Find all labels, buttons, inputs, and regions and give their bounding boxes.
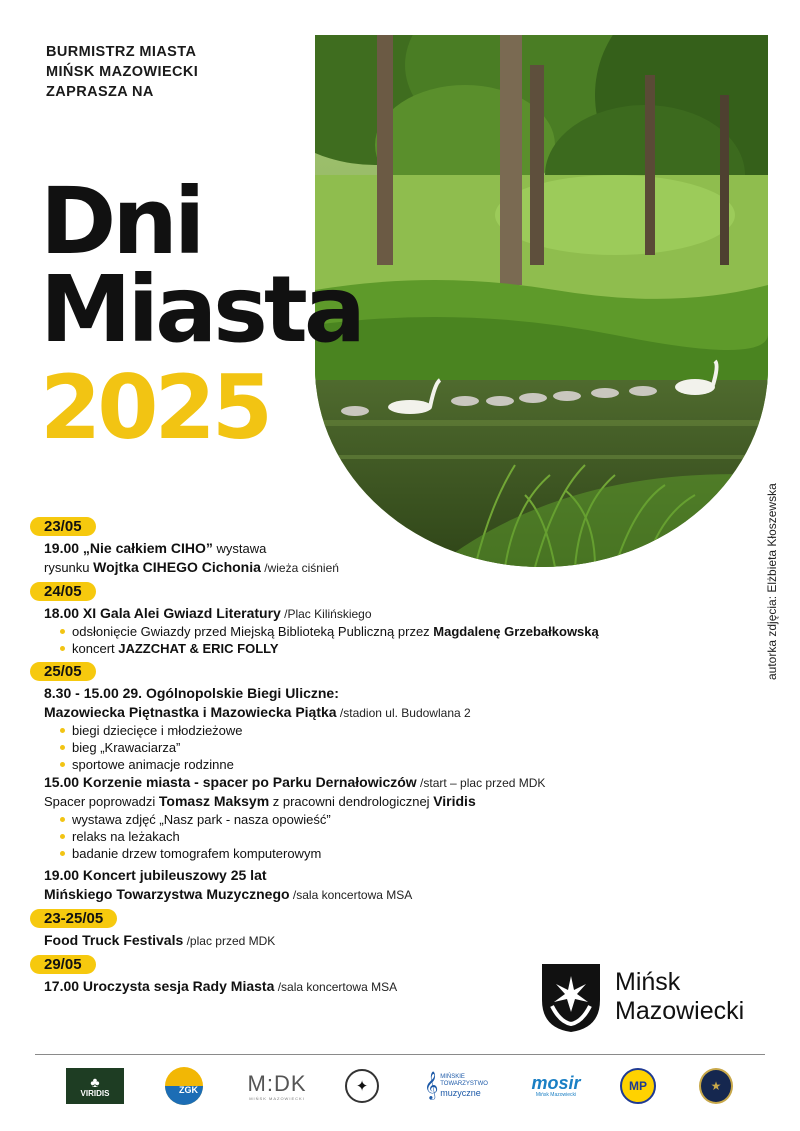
partner-mdk	[242, 1066, 312, 1106]
invite-line-1: BURMISTRZ MIASTA	[46, 44, 197, 60]
event-walk-guide-name: Tomasz Maksym	[158, 793, 270, 809]
event-concert-org: Mińskiego Towarzystwa Muzycznego	[44, 886, 290, 902]
partner-mosir	[516, 1066, 596, 1106]
event-ciho-place: /wieża ciśnień	[260, 561, 339, 575]
partner-viridis-label: VIRIDIS	[80, 1088, 110, 1098]
partner-mdk-label: M:DK	[247, 1070, 307, 1096]
event-foodtruck-title: Food Truck Festivals	[44, 932, 184, 948]
event-walk-guide-org: Viridis	[433, 793, 476, 809]
list-item: bieg „Krawaciarza”	[60, 739, 670, 756]
partner-zgk-label: ZGK	[179, 1085, 198, 1095]
event-runs-line2	[30, 703, 670, 722]
event-runs-title: 8.30 - 15.00 29. Ogólnopolskie Biegi Uliczne:	[44, 685, 339, 701]
footer-divider	[35, 1054, 765, 1055]
city-logo-line-1: Mińsk	[615, 968, 681, 996]
partner-mtm-line-3: muzyczne	[440, 1088, 481, 1098]
partner-mdk-sub: MIŃSK MAZOWIECKI	[249, 1095, 305, 1101]
partner-zgk	[164, 1066, 204, 1106]
event-walk-place: /start – plac przed MDK	[416, 776, 546, 790]
title-line-2: Miasta	[40, 256, 362, 363]
photo-credit: autorka zdjęcia: Elżbieta Kłoszewska	[765, 483, 779, 680]
city-crest-icon	[540, 962, 602, 1034]
event-foodtruck-place: /plac przed MDK	[183, 934, 276, 948]
badge-icon: ★	[710, 1079, 722, 1093]
event-concert	[30, 866, 670, 885]
event-concert-title: 19.00 Koncert jubileuszowy 25 lat	[44, 867, 267, 883]
list-item: biegi dziecięce i młodzieżowe	[60, 722, 670, 739]
event-walk-list	[30, 811, 670, 862]
list-item-name: Magdalenę Grzebałkowską	[433, 624, 599, 639]
event-ciho-title: 19.00 „Nie całkiem CIHO”	[44, 540, 213, 556]
list-item	[60, 640, 670, 657]
tree-icon: ♣	[90, 1073, 100, 1090]
list-item: relaks na leżakach	[60, 828, 670, 845]
city-logo-line-2: Mazowiecki	[615, 997, 745, 1025]
event-title	[40, 168, 362, 459]
event-runs	[30, 684, 670, 703]
partner-mp	[618, 1066, 658, 1106]
date-badge-23-05: 23/05	[30, 517, 96, 536]
partner-mtm-line-2: TOWARZYSTWO	[440, 1081, 488, 1087]
event-walk-guide-pre: Spacer poprowadzi	[44, 794, 159, 809]
partner-library	[342, 1066, 382, 1106]
date-badge-24-05: 24/05	[30, 582, 96, 601]
list-item-text: odsłonięcie Gwiazdy przed Miejską Biblioteką Publiczną przez	[72, 624, 434, 639]
event-session-title: 17.00 Uroczysta sesja Rady Miasta	[44, 978, 275, 994]
date-badge-23-25-05: 23-25/05	[30, 909, 117, 928]
partner-guard	[696, 1066, 736, 1106]
event-walk-guide-mid: z pracowni dendrologicznej	[269, 794, 434, 809]
title-year: 2025	[40, 356, 269, 459]
list-item: sportowe animacje rodzinne	[60, 756, 670, 773]
event-runs-list	[30, 722, 670, 773]
partner-mtm-line-1: MIŃSKIE	[440, 1074, 465, 1080]
event-gala	[30, 604, 670, 623]
invitation-header	[46, 42, 198, 102]
list-item	[60, 623, 670, 640]
city-logo-name	[615, 968, 744, 1026]
event-runs-subtitle: Mazowiecka Piętnastka i Mazowiecka Piątka	[44, 704, 337, 720]
city-logo	[540, 962, 770, 1042]
list-item-text: koncert	[72, 641, 119, 656]
event-foodtruck	[30, 931, 670, 950]
event-gala-place: /Plac Kilińskiego	[280, 607, 372, 621]
partner-mosir-label: mosir	[531, 1073, 581, 1093]
event-runs-place: /stadion ul. Budowlana 2	[336, 706, 471, 720]
partner-mosir-sub: Mińsk Mazowiecki	[535, 1092, 577, 1098]
event-walk-guide	[30, 792, 670, 811]
event-ciho-line2	[30, 558, 670, 577]
list-item-name: JAZZCHAT & ERIC FOLLY	[118, 641, 279, 656]
event-gala-title: 18.00 XI Gala Alei Gwiazd Literatury	[44, 605, 281, 621]
invite-line-3: ZAPRASZA NA	[46, 84, 154, 100]
park-swans-photo	[315, 35, 768, 567]
event-walk-title: 15.00 Korzenie miasta - spacer po Parku Dernałowiczów	[44, 774, 417, 790]
date-badge-25-05: 25/05	[30, 662, 96, 681]
partner-mp-label: MP	[629, 1079, 647, 1093]
event-ciho	[30, 539, 670, 558]
list-item: badanie drzew tomografem komputerowym	[60, 845, 670, 862]
date-badge-29-05: 29/05	[30, 955, 96, 974]
event-walk	[30, 773, 670, 792]
invite-line-2: MIŃSK MAZOWIECKI	[46, 64, 199, 80]
treble-clef-icon: 𝄞	[424, 1072, 439, 1099]
list-item: wystawa zdjęć „Nasz park - nasza opowieść”	[60, 811, 670, 828]
partner-logos	[66, 1066, 746, 1106]
event-ciho-artist: Wojtka CIHEGO Cichonia	[93, 559, 261, 575]
event-ciho-desc: wystawa	[212, 541, 267, 556]
event-program	[30, 517, 670, 996]
event-ciho-pre: rysunku	[44, 560, 94, 575]
owl-icon: ✦	[355, 1078, 369, 1095]
title-line-1: Dni	[40, 168, 202, 275]
partner-mtm	[416, 1066, 496, 1106]
event-concert-place: /sala koncertowa MSA	[289, 888, 413, 902]
event-gala-list	[30, 623, 670, 657]
event-concert-line2	[30, 885, 670, 904]
partner-viridis	[66, 1066, 124, 1106]
event-session-place: /sala koncertowa MSA	[274, 980, 398, 994]
